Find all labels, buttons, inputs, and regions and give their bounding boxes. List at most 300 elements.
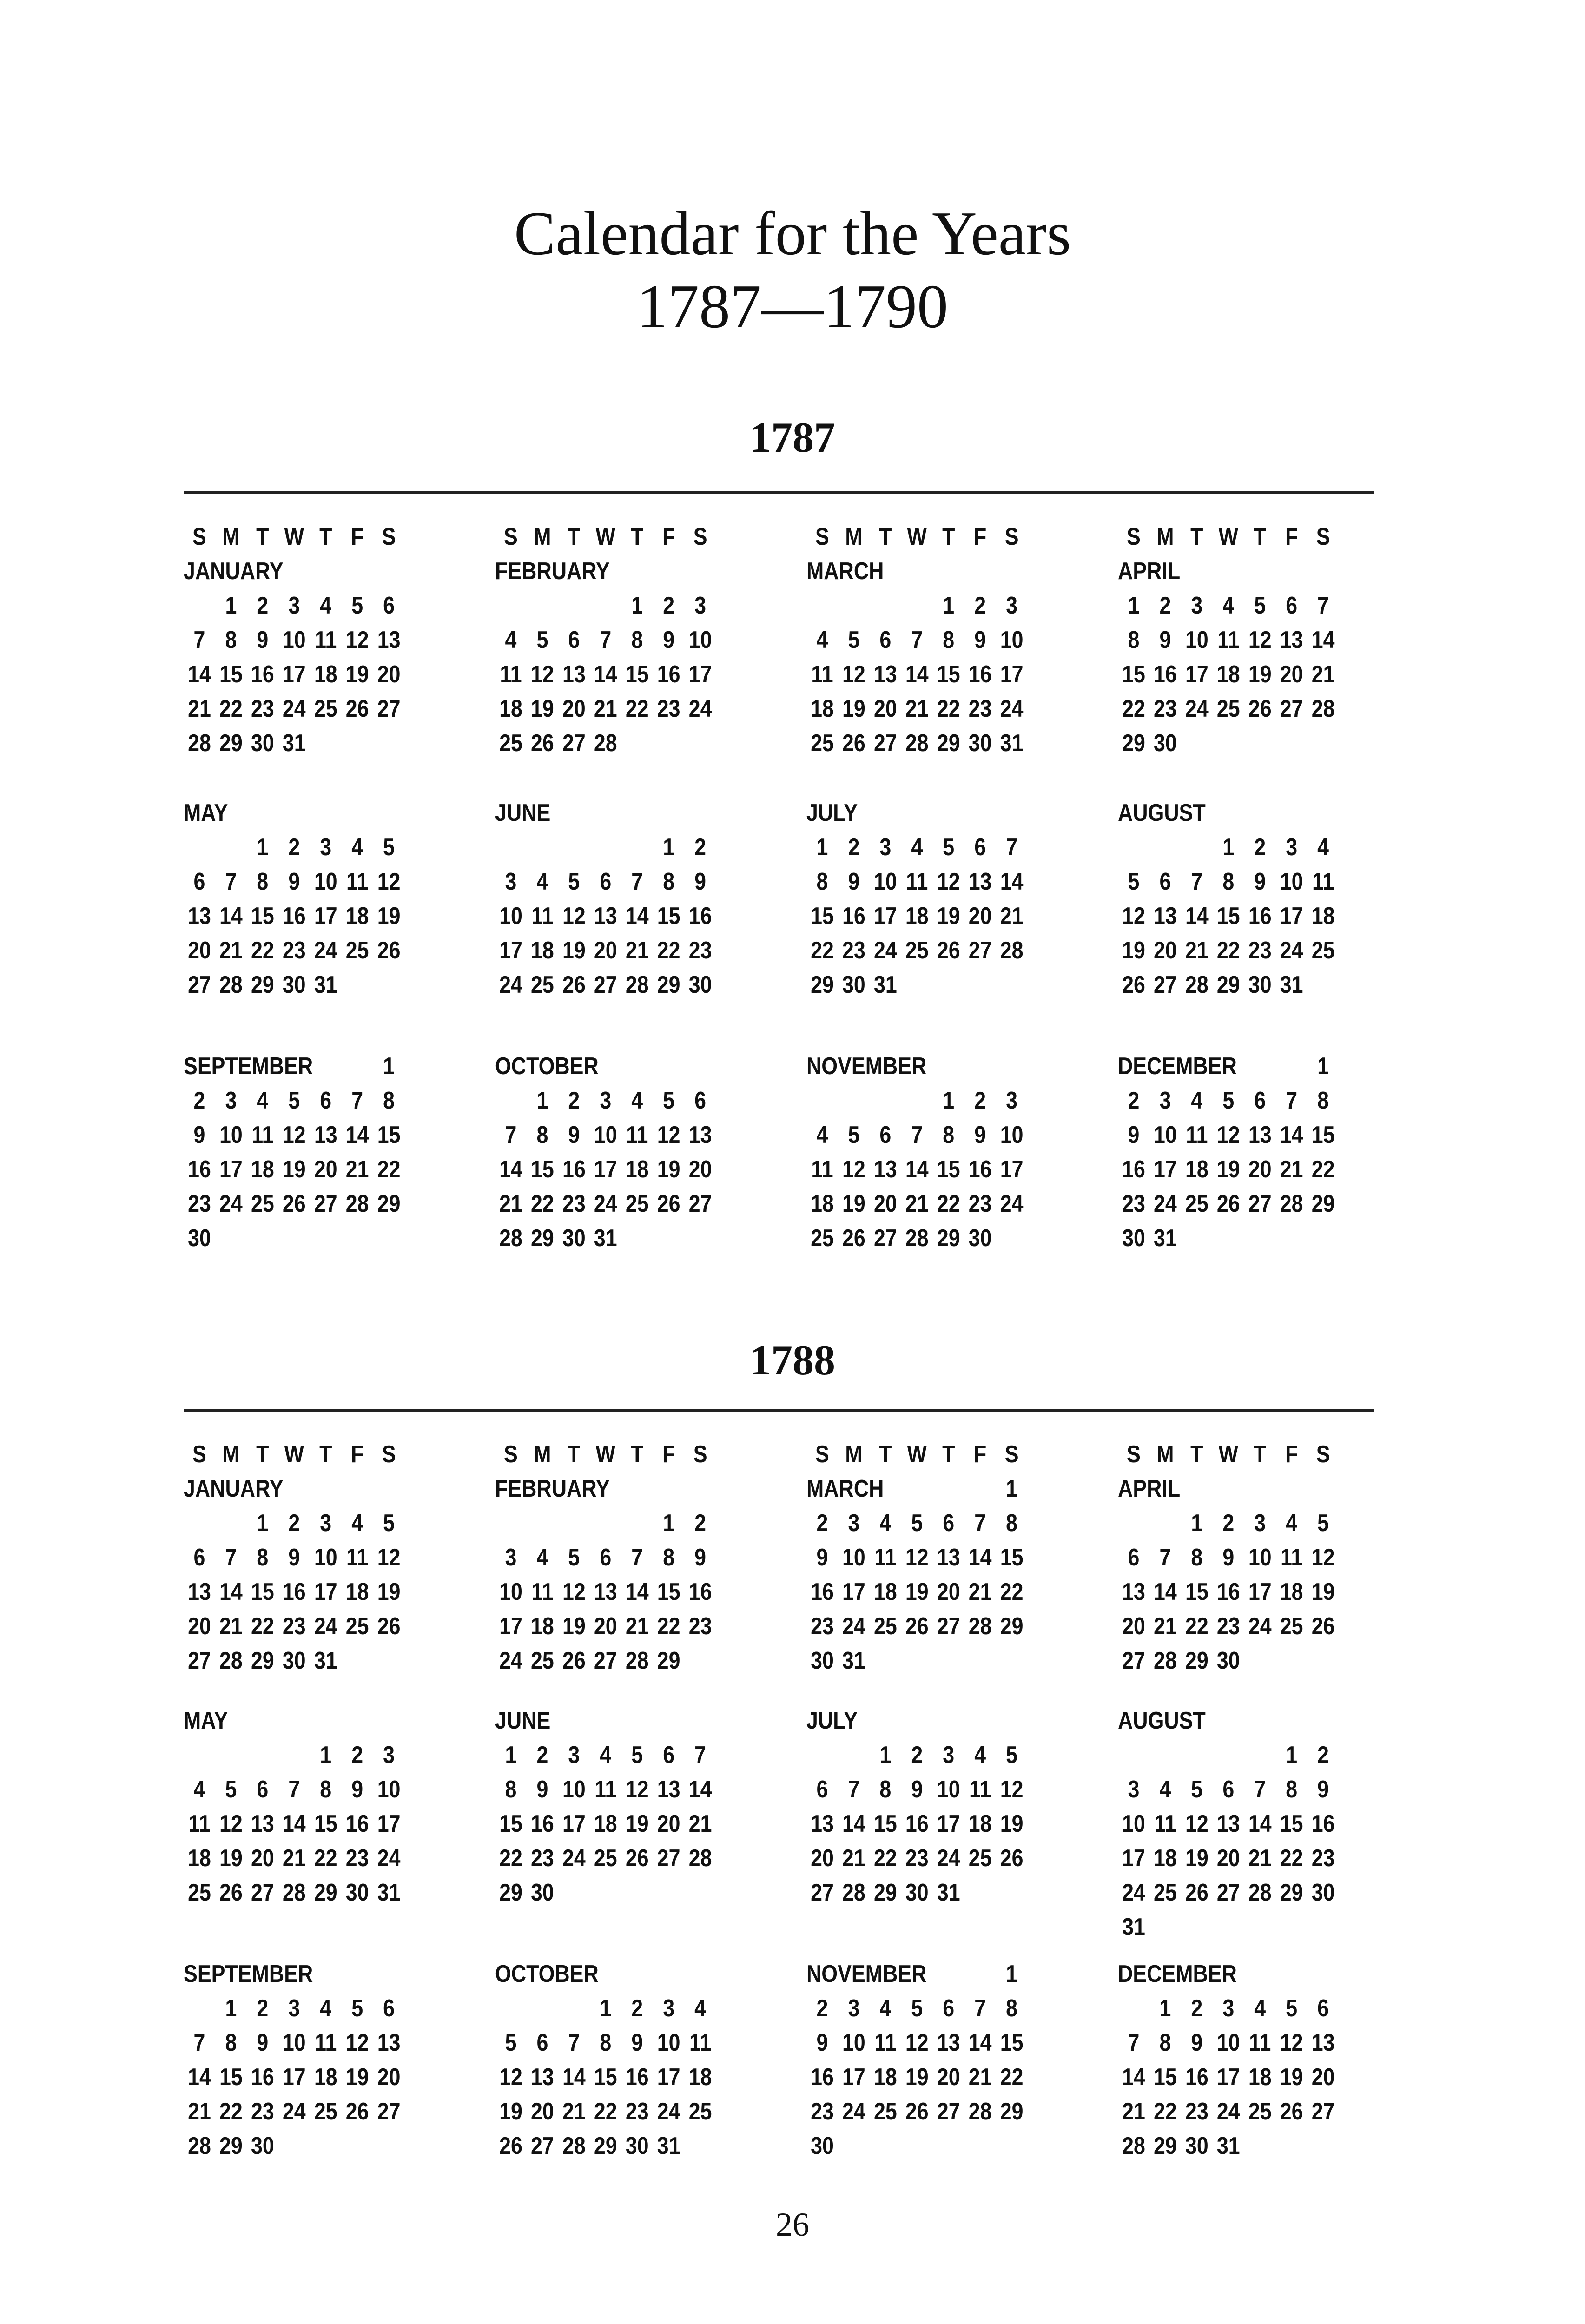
weekday-header-cell: M (534, 1441, 551, 1468)
day-cell: 6 (600, 1544, 612, 1571)
day-cell: 12 (1000, 1776, 1024, 1803)
day-cell: 1 (1006, 1961, 1018, 1987)
weekday-header-cell: S (382, 523, 396, 550)
day-cell: 26 (1280, 2098, 1303, 2125)
day-cell: 27 (937, 2098, 960, 2125)
day-cell: 16 (1122, 1156, 1145, 1183)
day-cell: 14 (968, 1544, 992, 1571)
empty-cell (685, 1049, 716, 1083)
day-cell: 6 (879, 1122, 892, 1149)
day-cell: 5 (1006, 1742, 1018, 1769)
day-cell: 7 (1006, 834, 1018, 861)
day-cell: 12 (1216, 1122, 1240, 1149)
day-cell: 23 (968, 1190, 992, 1217)
empty-cell (495, 1506, 527, 1540)
day-cell: 11 (1249, 2029, 1271, 2056)
day-cell: 2 (288, 1510, 300, 1537)
day-cell: 22 (1185, 1613, 1209, 1640)
day-cell: 19 (1248, 661, 1272, 688)
weekday-header-cell: T (256, 523, 269, 550)
day-cell: 26 (1248, 695, 1272, 722)
month-name: APRIL (1118, 1475, 1181, 1502)
day-cell: 23 (1311, 1845, 1335, 1872)
day-cell: 5 (911, 1510, 923, 1537)
day-cell: 14 (562, 2064, 586, 2091)
day-cell: 30 (968, 730, 992, 757)
day-cell: 27 (1154, 971, 1177, 998)
empty-cell (527, 1506, 558, 1540)
day-cell: 30 (688, 971, 712, 998)
day-cell: 29 (1216, 971, 1240, 998)
day-cell: 29 (873, 1879, 897, 1906)
day-cell: 16 (282, 1578, 306, 1605)
day-cell: 10 (282, 2029, 306, 2056)
day-cell: 9 (974, 627, 986, 654)
month-april (1118, 520, 1375, 760)
empty-cell (1118, 830, 1149, 865)
weekday-header-cell: T (879, 1441, 892, 1468)
day-cell: 24 (937, 1845, 960, 1872)
day-cell: 6 (383, 592, 395, 619)
day-cell: 23 (968, 695, 992, 722)
day-cell: 1 (383, 1053, 395, 1080)
day-cell: 26 (345, 695, 369, 722)
weekday-header-cell: F (974, 1441, 987, 1468)
day-cell: 10 (314, 868, 337, 895)
weekday-header-cell: T (631, 1441, 644, 1468)
day-cell: 27 (1216, 1879, 1240, 1906)
day-cell: 13 (688, 1122, 712, 1149)
day-cell: 22 (1311, 1156, 1335, 1183)
day-cell: 15 (251, 1578, 274, 1605)
month-may (184, 796, 441, 1002)
day-cell: 30 (811, 2133, 834, 2159)
day-cell: 13 (811, 1810, 834, 1837)
empty-cell (215, 1506, 247, 1540)
weekday-header-cell: T (568, 523, 581, 550)
day-cell: 14 (219, 1578, 243, 1605)
day-cell: 28 (282, 1879, 306, 1906)
day-cell: 8 (1222, 868, 1235, 895)
day-cell: 22 (1280, 1845, 1303, 1872)
day-cell: 27 (873, 1225, 897, 1252)
weekday-header-cell: T (1254, 1441, 1267, 1468)
day-cell: 9 (257, 2029, 269, 2056)
day-cell: 14 (905, 1156, 929, 1183)
month-name: JULY (806, 799, 858, 826)
day-cell: 1 (1128, 592, 1140, 619)
day-cell: 31 (1280, 971, 1303, 998)
day-cell: 13 (377, 627, 401, 654)
day-cell: 17 (377, 1810, 401, 1837)
day-cell: 17 (657, 2064, 680, 2091)
empty-cell (1308, 554, 1339, 588)
day-cell: 26 (562, 971, 586, 998)
day-cell: 14 (1280, 1122, 1303, 1149)
month-name: SEPTEMBER (184, 1961, 313, 1987)
day-cell: 1 (631, 592, 643, 619)
day-cell: 22 (219, 2098, 243, 2125)
day-cell: 6 (879, 627, 892, 654)
day-cell: 30 (188, 1225, 211, 1252)
day-cell: 27 (531, 2133, 554, 2159)
day-cell: 20 (873, 1190, 897, 1217)
weekday-header-cell: W (1218, 523, 1238, 550)
day-cell: 16 (1154, 661, 1177, 688)
day-cell: 18 (688, 2064, 712, 2091)
empty-cell (1213, 1738, 1244, 1772)
day-cell: 2 (1317, 1742, 1329, 1769)
day-cell: 29 (1154, 2133, 1177, 2159)
day-cell: 10 (1248, 1544, 1272, 1571)
weekday-header-cell: S (192, 1441, 206, 1468)
day-cell: 23 (531, 1845, 554, 1872)
day-cell: 13 (188, 903, 211, 930)
day-cell: 3 (663, 1995, 675, 2022)
day-cell: 8 (225, 627, 237, 654)
day-cell: 19 (377, 1578, 401, 1605)
day-cell: 24 (282, 2098, 306, 2125)
day-cell: 10 (282, 627, 306, 654)
day-cell: 26 (842, 730, 865, 757)
day-cell: 12 (905, 2029, 929, 2056)
day-cell: 14 (688, 1776, 712, 1803)
day-cell: 27 (1248, 1190, 1272, 1217)
empty-cell (806, 588, 838, 623)
weekday-header-cell: T (568, 1441, 581, 1468)
empty-cell (527, 830, 558, 865)
day-cell: 1 (879, 1742, 892, 1769)
day-cell: 29 (251, 971, 274, 998)
day-cell: 1 (943, 592, 955, 619)
day-cell: 15 (251, 903, 274, 930)
day-cell: 7 (225, 1544, 237, 1571)
day-cell: 25 (314, 2098, 337, 2125)
day-cell: 24 (314, 1613, 337, 1640)
day-cell: 4 (193, 1776, 205, 1803)
day-cell: 13 (1122, 1578, 1145, 1605)
day-cell: 27 (968, 937, 992, 964)
day-cell: 10 (1154, 1122, 1177, 1149)
month-may (184, 1703, 441, 1910)
day-cell: 24 (1185, 695, 1209, 722)
day-cell: 7 (193, 627, 205, 654)
day-cell: 11 (315, 2029, 337, 2056)
month-name: DECEMBER (1118, 1053, 1237, 1080)
day-cell: 6 (193, 868, 205, 895)
day-cell: 29 (499, 1879, 522, 1906)
day-cell: 25 (531, 971, 554, 998)
day-cell: 7 (225, 868, 237, 895)
empty-cell (685, 1703, 716, 1738)
month-october (495, 1957, 752, 2163)
weekday-header-cell: S (1127, 1441, 1141, 1468)
day-cell: 21 (905, 695, 929, 722)
day-cell: 30 (531, 1879, 554, 1906)
year-divider-rule (184, 1409, 1374, 1412)
day-cell: 5 (351, 1995, 363, 2022)
weekday-header-cell: T (1254, 523, 1267, 550)
day-cell: 7 (1128, 2029, 1140, 2056)
day-cell: 8 (1006, 1510, 1018, 1537)
day-cell: 28 (842, 1879, 865, 1906)
day-cell: 15 (1122, 661, 1145, 688)
month-december (1118, 1957, 1375, 2163)
day-cell: 9 (974, 1122, 986, 1149)
day-cell: 4 (536, 1544, 548, 1571)
day-cell: 9 (1317, 1776, 1329, 1803)
day-cell: 16 (251, 2064, 274, 2091)
day-cell: 9 (536, 1776, 548, 1803)
day-cell: 2 (848, 834, 860, 861)
day-cell: 8 (879, 1776, 892, 1803)
day-cell: 3 (694, 592, 707, 619)
day-cell: 21 (188, 695, 211, 722)
weekday-header-cell: T (256, 1441, 269, 1468)
empty-cell (901, 1083, 933, 1118)
day-cell: 2 (694, 1510, 707, 1537)
day-cell: 9 (1191, 2029, 1203, 2056)
month-june (495, 796, 752, 1002)
month-april (1118, 1437, 1375, 1678)
day-cell: 26 (657, 1190, 680, 1217)
weekday-header-cell: S (504, 523, 518, 550)
day-cell: 27 (251, 1879, 274, 1906)
day-cell: 10 (1000, 1122, 1024, 1149)
day-cell: 10 (1216, 2029, 1240, 2056)
day-cell: 14 (1185, 903, 1209, 930)
day-cell: 4 (631, 1087, 643, 1114)
day-cell: 25 (1248, 2098, 1272, 2125)
day-cell: 16 (811, 1578, 834, 1605)
day-cell: 25 (811, 1225, 834, 1252)
day-cell: 22 (811, 937, 834, 964)
empty-cell (1308, 1472, 1339, 1506)
day-cell: 26 (499, 2133, 522, 2159)
day-cell: 4 (879, 1510, 892, 1537)
day-cell: 4 (1286, 1510, 1298, 1537)
day-cell: 25 (314, 695, 337, 722)
day-cell: 27 (377, 695, 401, 722)
day-cell: 11 (811, 661, 833, 688)
day-cell: 17 (842, 1578, 865, 1605)
day-cell: 13 (251, 1810, 274, 1837)
empty-cell (1181, 830, 1213, 865)
day-cell: 20 (657, 1810, 680, 1837)
day-cell: 31 (842, 1647, 865, 1674)
day-cell: 19 (219, 1845, 243, 1872)
day-cell: 15 (937, 661, 960, 688)
day-cell: 15 (219, 2064, 243, 2091)
day-cell: 3 (1006, 592, 1018, 619)
day-cell: 20 (1280, 661, 1303, 688)
day-cell: 7 (911, 1122, 923, 1149)
year-heading: 1788 (750, 1336, 835, 1384)
month-name: NOVEMBER (806, 1053, 927, 1080)
day-cell: 28 (188, 2133, 211, 2159)
day-cell: 22 (625, 695, 649, 722)
day-cell: 17 (937, 1810, 960, 1837)
day-cell: 9 (288, 1544, 300, 1571)
empty-cell (1181, 1738, 1213, 1772)
day-cell: 22 (1000, 2064, 1024, 2091)
day-cell: 27 (562, 730, 586, 757)
day-cell: 18 (905, 903, 929, 930)
day-cell: 13 (968, 868, 992, 895)
day-cell: 26 (345, 2098, 369, 2125)
day-cell: 21 (842, 1845, 865, 1872)
empty-cell (1308, 796, 1339, 830)
weekday-header-cell: T (942, 523, 955, 550)
day-cell: 13 (594, 1578, 617, 1605)
day-cell: 4 (1254, 1995, 1266, 2022)
day-cell: 10 (499, 1578, 522, 1605)
day-cell: 5 (943, 834, 955, 861)
day-cell: 24 (1216, 2098, 1240, 2125)
empty-cell (621, 1506, 653, 1540)
day-cell: 25 (345, 937, 369, 964)
day-cell: 14 (625, 903, 649, 930)
day-cell: 9 (1254, 868, 1266, 895)
day-cell: 15 (377, 1122, 401, 1149)
day-cell: 14 (1248, 1810, 1272, 1837)
day-cell: 21 (1154, 1613, 1177, 1640)
day-cell: 2 (1191, 1995, 1203, 2022)
day-cell: 20 (562, 695, 586, 722)
day-cell: 7 (288, 1776, 300, 1803)
day-cell: 3 (600, 1087, 612, 1114)
month-november (806, 1049, 1063, 1255)
empty-cell (1118, 1738, 1149, 1772)
day-cell: 2 (816, 1510, 828, 1537)
day-cell: 26 (905, 1613, 929, 1640)
day-cell: 2 (193, 1087, 205, 1114)
day-cell: 2 (974, 592, 986, 619)
day-cell: 9 (351, 1776, 363, 1803)
day-cell: 2 (1159, 592, 1171, 619)
empty-cell (184, 588, 215, 623)
day-cell: 15 (1280, 1810, 1303, 1837)
empty-cell (996, 1049, 1028, 1083)
day-cell: 4 (257, 1087, 269, 1114)
weekday-header-cell: S (693, 1441, 707, 1468)
day-cell: 28 (625, 1647, 649, 1674)
day-cell: 11 (315, 627, 337, 654)
day-cell: 22 (657, 937, 680, 964)
day-cell: 17 (499, 1613, 522, 1640)
day-cell: 21 (625, 1613, 649, 1640)
day-cell: 29 (314, 1879, 337, 1906)
day-cell: 11 (1281, 1544, 1303, 1571)
day-cell: 1 (600, 1995, 612, 2022)
day-cell: 20 (1311, 2064, 1335, 2091)
day-cell: 11 (811, 1156, 833, 1183)
day-cell: 4 (320, 1995, 332, 2022)
day-cell: 18 (968, 1810, 992, 1837)
day-cell: 26 (905, 2098, 929, 2125)
day-cell: 9 (911, 1776, 923, 1803)
empty-cell (901, 588, 933, 623)
day-cell: 8 (1286, 1776, 1298, 1803)
day-cell: 9 (631, 2029, 643, 2056)
day-cell: 22 (937, 695, 960, 722)
day-cell: 7 (568, 2029, 580, 2056)
day-cell: 29 (251, 1647, 274, 1674)
day-cell: 5 (568, 868, 580, 895)
day-cell: 28 (499, 1225, 522, 1252)
day-cell: 19 (657, 1156, 680, 1183)
day-cell: 20 (531, 2098, 554, 2125)
day-cell: 26 (625, 1845, 649, 1872)
day-cell: 22 (1000, 1578, 1024, 1605)
day-cell: 1 (320, 1742, 332, 1769)
day-cell: 29 (219, 730, 243, 757)
day-cell: 31 (377, 1879, 401, 1906)
day-cell: 13 (314, 1122, 337, 1149)
day-cell: 16 (811, 2064, 834, 2091)
page-number: 26 (776, 2206, 809, 2243)
day-cell: 14 (968, 2029, 992, 2056)
day-cell: 6 (383, 1995, 395, 2022)
day-cell: 9 (694, 1544, 707, 1571)
day-cell: 27 (1122, 1647, 1145, 1674)
day-cell: 12 (377, 868, 401, 895)
day-cell: 29 (657, 971, 680, 998)
day-cell: 26 (531, 730, 554, 757)
day-cell: 16 (905, 1810, 929, 1837)
day-cell: 6 (257, 1776, 269, 1803)
empty-cell (1149, 1738, 1181, 1772)
day-cell: 21 (968, 1578, 992, 1605)
month-name: JANUARY (184, 558, 284, 585)
empty-cell (1149, 1506, 1181, 1540)
day-cell: 3 (1128, 1776, 1140, 1803)
day-cell: 8 (600, 2029, 612, 2056)
day-cell: 30 (251, 730, 274, 757)
day-cell: 9 (816, 2029, 828, 2056)
day-cell: 1 (505, 1742, 517, 1769)
day-cell: 28 (968, 1613, 992, 1640)
weekday-header-cell: S (1316, 1441, 1330, 1468)
day-cell: 21 (1248, 1845, 1272, 1872)
day-cell: 22 (377, 1156, 401, 1183)
day-cell: 19 (1216, 1156, 1240, 1183)
day-cell: 17 (1154, 1156, 1177, 1183)
day-cell: 1 (1286, 1742, 1298, 1769)
day-cell: 8 (816, 868, 828, 895)
day-cell: 25 (968, 1845, 992, 1872)
day-cell: 18 (1248, 2064, 1272, 2091)
day-cell: 14 (905, 661, 929, 688)
day-cell: 11 (531, 1578, 554, 1605)
day-cell: 2 (568, 1087, 580, 1114)
day-cell: 5 (631, 1742, 643, 1769)
day-cell: 29 (377, 1190, 401, 1217)
day-cell: 23 (251, 695, 274, 722)
day-cell: 30 (345, 1879, 369, 1906)
day-cell: 11 (1154, 1810, 1176, 1837)
month-name: MAY (184, 1707, 228, 1734)
month-september (184, 1049, 441, 1255)
day-cell: 24 (873, 937, 897, 964)
day-cell: 22 (594, 2098, 617, 2125)
day-cell: 28 (625, 971, 649, 998)
day-cell: 7 (1317, 592, 1329, 619)
day-cell: 23 (625, 2098, 649, 2125)
day-cell: 4 (536, 868, 548, 895)
day-cell: 28 (905, 1225, 929, 1252)
day-cell: 31 (937, 1879, 960, 1906)
